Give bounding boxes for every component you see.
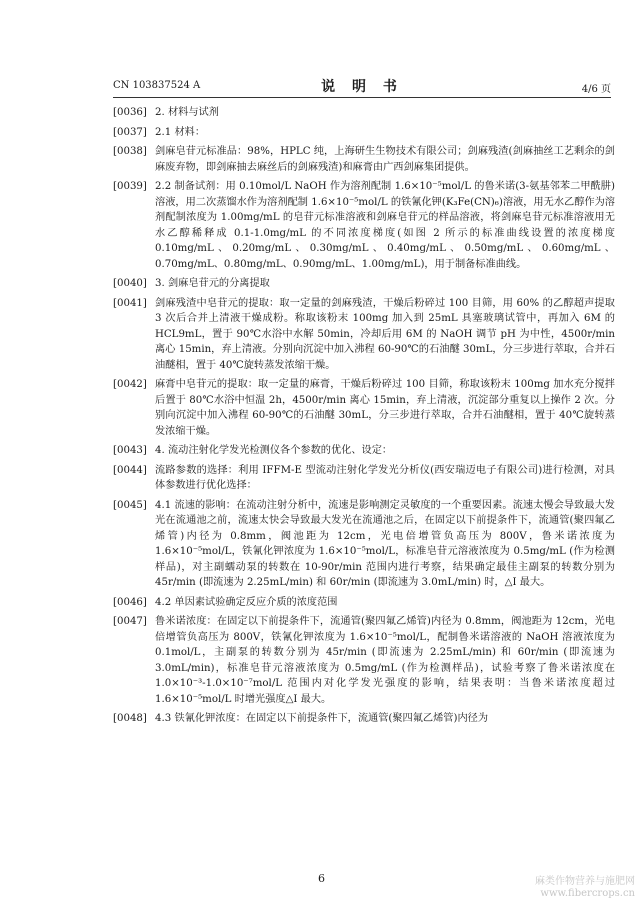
paragraph-0039 bbox=[113, 179, 615, 272]
paragraph-number: [0043] bbox=[113, 445, 147, 456]
paragraph-0045 bbox=[113, 498, 615, 591]
paragraph-0036 bbox=[113, 105, 615, 121]
paragraph-text: 2. 材料与试剂 bbox=[155, 107, 219, 118]
paragraph-0044 bbox=[113, 463, 615, 494]
paragraph-text: 剑麻皂苷元标准品：98%，HPLC 纯，上海研生生物技术有限公司；剑麻残渣(剑麻抽丝工艺剩余的剑麻废弃物，即剑麻抽去麻丝后的剑麻残渣)和麻膏由广西剑麻集团提供。 bbox=[155, 146, 615, 173]
paragraph-number: [0047] bbox=[113, 616, 147, 627]
paragraph-0048 bbox=[113, 711, 615, 727]
site-watermark bbox=[535, 876, 635, 900]
paragraph-text: 2.1 材料： bbox=[155, 126, 206, 138]
document-body bbox=[113, 105, 615, 731]
paragraph-number: [0037] bbox=[113, 126, 147, 138]
paragraph-text: 3. 剑麻皂苷元的分离提取 bbox=[155, 278, 270, 289]
paragraph-number: [0038] bbox=[113, 146, 147, 157]
page-indicator: 4/6 页 bbox=[581, 84, 611, 95]
paragraph-number: [0040] bbox=[113, 278, 147, 289]
paragraph-0043 bbox=[113, 443, 615, 459]
watermark-title: 麻类作物营养与施肥网 bbox=[535, 876, 635, 887]
paragraph-0042 bbox=[113, 377, 615, 439]
header-rule bbox=[113, 97, 611, 98]
page-number: 6 bbox=[318, 872, 325, 885]
paragraph-text: 4.3 铁氰化钾浓度：在固定以下前提条件下，流通管(聚四氟乙烯管)内径为 bbox=[155, 713, 489, 724]
paragraph-text: 2.2 制备试剂：用 0.10mol/L NaOH 作为溶剂配制 1.6×10⁻⁵mol/L 的鲁米诺(3-氨基邻苯二甲酰肼)溶液，用二次蒸馏水作为溶剂配制 1.6×10⁻⁵mol/L 的铁氰化钾(K₃Fe(CN)₆)溶液，用无水乙醇作为溶剂配制浓度为 1.00mg/mL 的皂苷元标准溶液和剑麻皂苷元的样品溶液，将剑麻皂苷元标准溶液用无水乙醇稀释成 0.1-1.0mg/mL 的不同浓度梯度(如图 2 所示的标准曲线设置的浓度梯度 0.10mg/mL、0.20mg/mL、0.30mg/mL、0.40mg/mL、0.50mg/mL、0.60mg/mL、0.70mg/mL、0.80mg/mL、0.90mg/mL、1.00mg/mL)，用于制备标准曲线。 bbox=[155, 181, 615, 270]
paragraph-number: [0042] bbox=[113, 379, 147, 390]
document-title: 说 明 书 bbox=[321, 79, 403, 95]
paragraph-text: 麻膏中皂苷元的提取：取一定量的麻膏，干燥后粉碎过 100 目筛，称取该粉末 100mg 加水充分搅拌后置于 80℃水浴中恒温 2h，4500r/min 离心 15min，弃上清液，沉淀部分重复以上操作 2 次。分别向沉淀中加入沸程 60-90℃的石油醚 30mL，分三步进行萃取，合并石油醚相，置于 40℃旋转蒸发浓缩干燥。 bbox=[155, 379, 615, 437]
paragraph-0038 bbox=[113, 144, 615, 175]
paragraph-number: [0045] bbox=[113, 499, 147, 511]
paragraph-0040 bbox=[113, 276, 615, 292]
paragraph-0037 bbox=[113, 125, 615, 141]
paragraph-text: 4. 流动注射化学发光检测仪各个参数的优化、设定： bbox=[155, 445, 393, 456]
patent-number: CN 103837524 A bbox=[113, 80, 201, 91]
paragraph-number: [0048] bbox=[113, 713, 147, 724]
paragraph-number: [0039] bbox=[113, 181, 147, 192]
paragraph-0041 bbox=[113, 296, 615, 374]
paragraph-text: 4.2 单因素试验确定反应介质的浓度范围 bbox=[155, 596, 338, 608]
paragraph-text: 流路参数的选择：利用 IFFM-E 型流动注射化学发光分析仪(西安瑞迈电子有限公司)进行检测，对具体参数进行优化选择： bbox=[155, 464, 615, 491]
paragraph-number: [0046] bbox=[113, 596, 147, 608]
paragraph-0046 bbox=[113, 595, 615, 611]
paragraph-text: 鲁米诺浓度：在固定以下前提条件下，流通管(聚四氟乙烯管)内径为 0.8mm，阀池距为 12cm，光电倍增管负高压为 800V，铁氰化钾浓度为 1.6×10⁻⁵mol/L，配制鲁米诺溶液的 NaOH 溶液浓度为 0.1mol/L，主副泵的转数分别为 45r/min (即流速为 2.25mL/min) 和 60r/min (即流速为 3.0mL/min)，标准皂苷元溶液浓度为 0.5mg/mL (作为检测样品)，试验考察了鲁米诺浓度在 1.0×10⁻³-1.0×10⁻⁷mol/L 范围内对化学发光强度的影响，结果表明：当鲁米诺浓度超过 1.6×10⁻⁵mol/L 时增光强度△I 最大。 bbox=[155, 616, 615, 705]
paragraph-number: [0036] bbox=[113, 107, 147, 118]
paragraph-0047 bbox=[113, 614, 615, 707]
paragraph-number: [0041] bbox=[113, 297, 147, 309]
paragraph-text: 剑麻残渣中皂苷元的提取：取一定量的剑麻残渣，干燥后粉碎过 100 目筛，用 60% 的乙醇超声提取 3 次后合并上清液干燥成粉。称取该粉末 100mg 加入到 25mL 具塞玻璃试管中，再加入 6M 的 HCL9mL，置于 90℃水浴中水解 50min，冷却后用 6M 的 NaOH 调节 pH 为中性，4500r/min 离心 15min，弃上清液。分别向沉淀中加入沸程 60-90℃的石油醚 30mL，分三步进行萃取，合并石油醚相，置于 40℃旋转蒸发浓缩干燥。 bbox=[155, 297, 615, 371]
page-header bbox=[113, 78, 611, 96]
paragraph-text: 4.1 流速的影响：在流动注射分析中，流速是影响测定灵敏度的一个重要因素。流速太慢会导致最大发光在流通池之前，流速太快会导致最大发光在流通池之后，在固定以下前提条件下，流通管(聚四氟乙烯管)内径为 0.8mm，阀池距为 12cm，光电倍增管负高压为 800V，鲁米诺浓度为 1.6×10⁻⁵mol/L，铁氰化钾浓度为 1.6×10⁻⁵mol/L，标准皂苷元溶液浓度为 0.5mg/mL (作为检测样品)，对主副蠕动泵的转数在 10-90r/min 范围内进行考察，结果确定最佳主副泵的转数分别为 45r/min (即流速为 2.25mL/min) 和 60r/min (即流速为 3.0mL/min) 时，△I 最大。 bbox=[155, 499, 615, 588]
paragraph-number: [0044] bbox=[113, 464, 147, 476]
watermark-url: www.fibercrops.cn bbox=[540, 888, 635, 899]
